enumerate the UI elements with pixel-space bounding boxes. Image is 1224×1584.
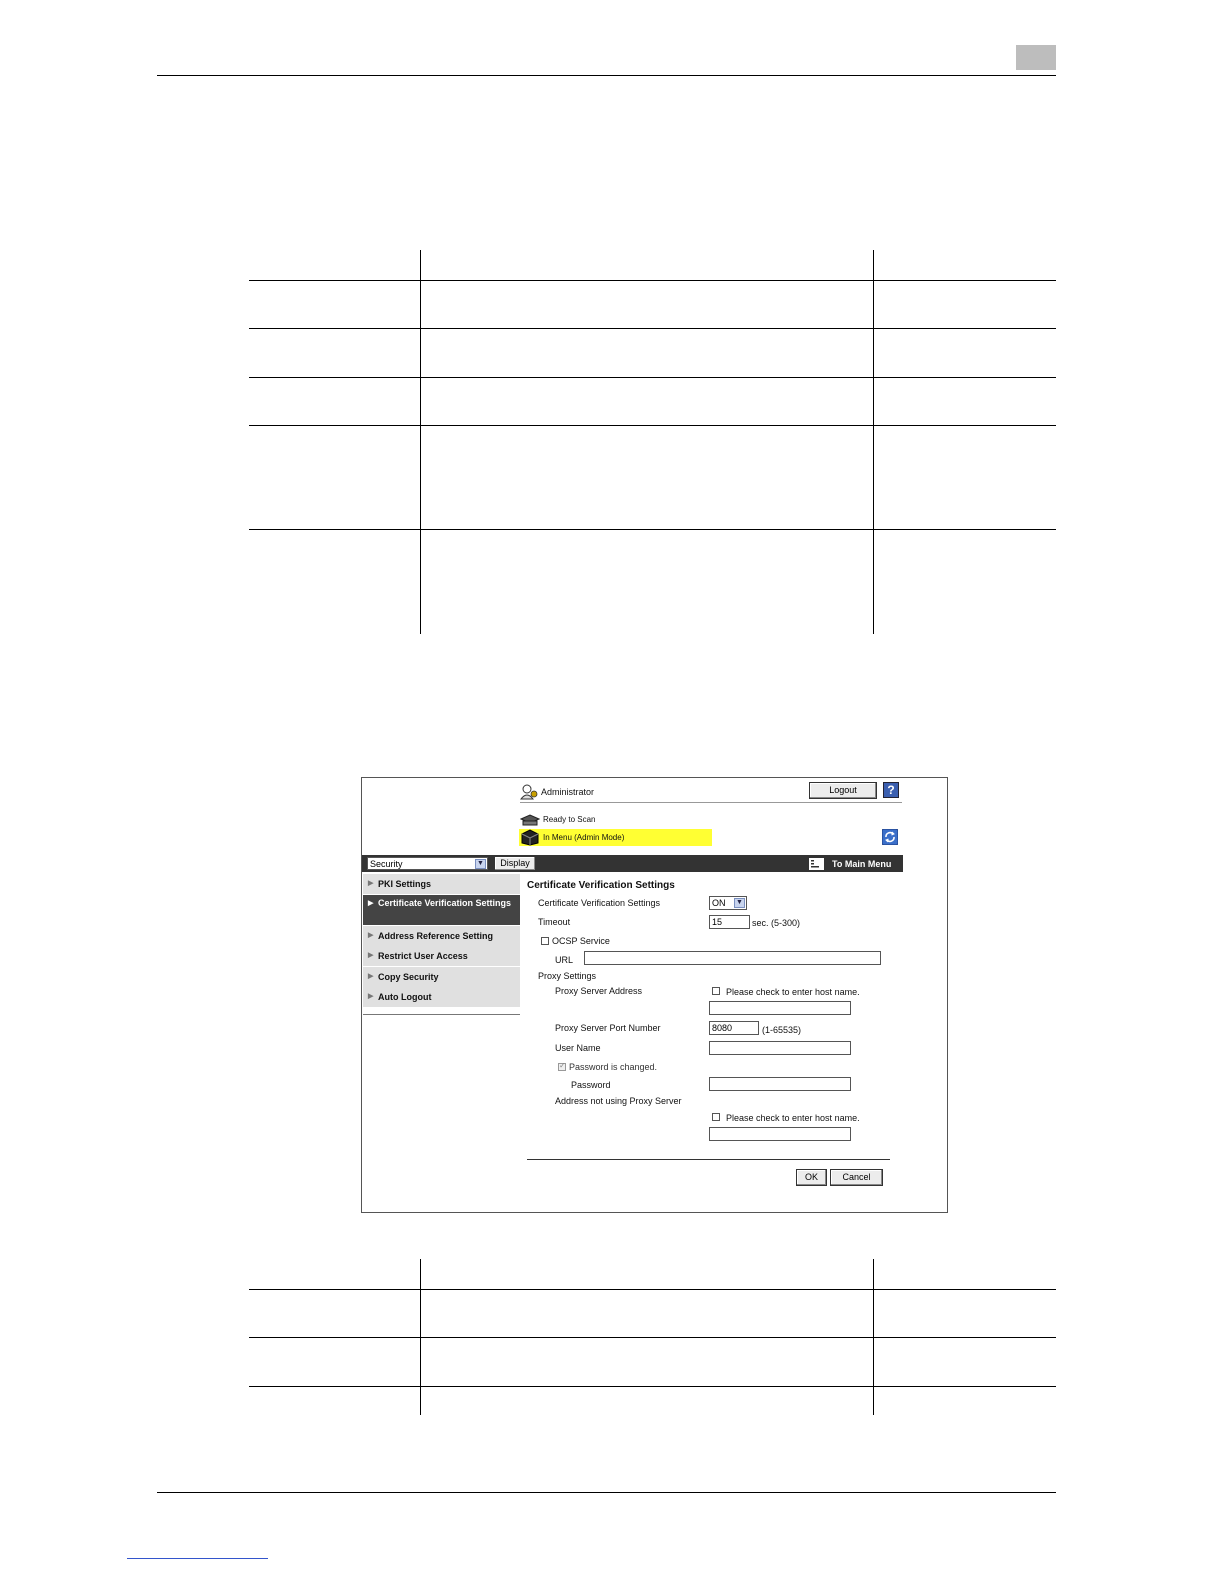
main-menu-icon [809,858,824,870]
password-changed-checkbox[interactable] [558,1063,566,1071]
to-main-menu-link[interactable]: To Main Menu [832,859,892,869]
sidebar-item-auto-logout[interactable]: ▶ Auto Logout [363,987,520,1007]
sidebar-item-restrict-user-access[interactable]: ▶ Restrict User Access [363,946,520,966]
user-name-input[interactable] [709,1041,851,1055]
cert-verif-label: Certificate Verification Settings [538,898,661,908]
timeout-label: Timeout [538,917,571,927]
table-row [249,1289,1056,1290]
form-footer-rule [527,1159,890,1160]
logout-button[interactable]: Logout [809,782,877,799]
category-select[interactable] [367,857,488,870]
category-select-value: Security [370,859,403,869]
header-rule [157,75,1056,76]
ui-screenshot [361,777,948,1213]
proxy-port-label: Proxy Server Port Number [555,1023,661,1033]
password-changed-label: Password is changed. [569,1062,658,1072]
form-heading: Certificate Verification Settings [527,880,675,891]
footer-link-underline [127,1558,268,1559]
table-row [249,377,1056,378]
password-input[interactable] [709,1077,851,1091]
display-button[interactable]: Display [494,856,536,871]
administrator-icon [520,784,538,800]
help-icon[interactable]: ? [883,782,899,798]
scanner-icon [520,813,540,827]
table-row [249,425,1056,426]
table-row [249,529,1056,530]
url-input[interactable] [584,951,881,965]
timeout-hint: sec. (5-300) [752,918,801,928]
sidebar-item-copy-security[interactable]: ▶ Copy Security [363,967,520,987]
cert-verif-value: ON [712,898,726,908]
cert-verif-select[interactable] [709,896,747,910]
sidebar-item-pki-settings[interactable]: ▶ PKI Settings [363,874,520,894]
proxy-host-checkbox[interactable] [712,987,720,995]
sidebar-bottom-rule [363,1014,520,1015]
proxy-settings-label: Proxy Settings [538,971,597,981]
no-proxy-label: Address not using Proxy Server [555,1096,682,1106]
proxy-address-label: Proxy Server Address [555,986,643,996]
ocsp-checkbox[interactable] [541,937,549,945]
table-upper-col-divider-2 [873,250,874,634]
refresh-icon[interactable] [882,829,898,845]
no-proxy-host-check-label: Please check to enter host name. [726,1113,860,1123]
proxy-address-input[interactable] [709,1001,851,1015]
proxy-port-hint: (1-65535) [762,1025,802,1035]
status-ready: Ready to Scan [543,815,596,824]
table-row [249,280,1056,281]
chevron-down-icon: ▼ [475,859,486,869]
table-row [249,1337,1056,1338]
footer-rule [157,1492,1056,1493]
chevron-down-icon: ▼ [734,898,745,908]
no-proxy-host-checkbox[interactable] [712,1113,720,1121]
sidebar-item-address-reference[interactable]: ▶ Address Reference Setting [363,926,520,946]
cancel-button[interactable]: Cancel [830,1169,883,1186]
machine-icon [520,829,540,846]
table-row [249,328,1056,329]
proxy-host-check-label: Please check to enter host name. [726,987,860,997]
sidebar-item-certificate-verification[interactable]: ▶ Certificate Verification Settings [363,895,520,925]
proxy-port-input[interactable]: 8080 [709,1021,759,1035]
no-proxy-input[interactable] [709,1127,851,1141]
password-label: Password [571,1080,611,1090]
ok-button[interactable]: OK [796,1169,827,1186]
timeout-input[interactable]: 15 [709,915,750,929]
status-menu: In Menu (Admin Mode) [543,833,625,842]
table-upper-col-divider-1 [420,250,421,634]
ocsp-label: OCSP Service [552,936,610,946]
user-name-label: User Name [555,1043,601,1053]
url-label: URL [555,955,574,965]
user-label: Administrator [541,787,595,797]
table-row [249,1386,1056,1387]
chapter-tab [1016,45,1056,70]
header-divider [520,802,902,803]
